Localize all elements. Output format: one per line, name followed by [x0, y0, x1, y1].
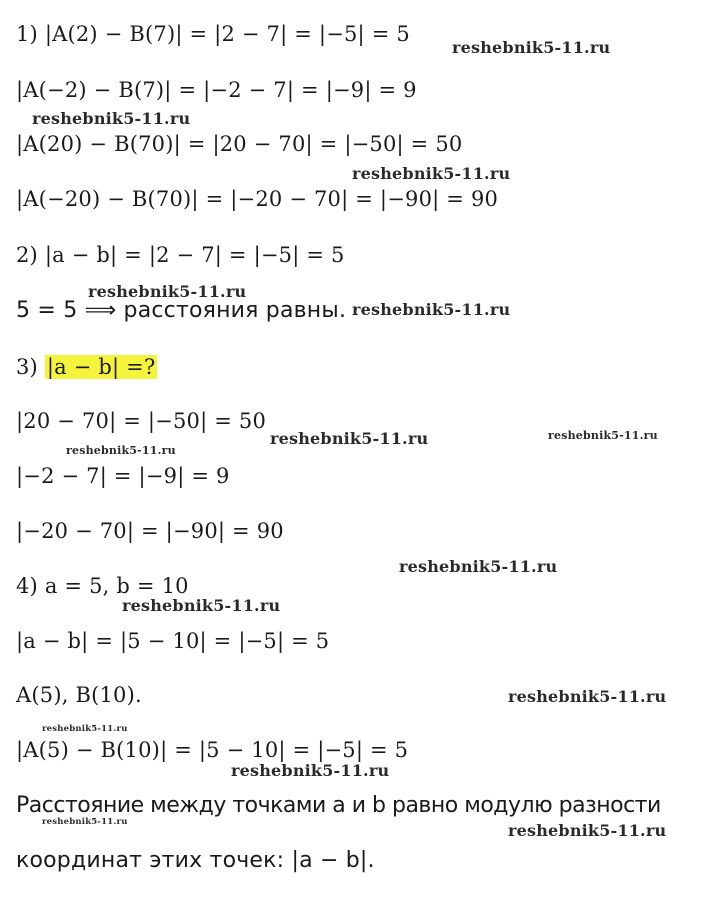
watermark: reshebnik5-11.ru	[32, 109, 191, 128]
solution-line-2: |A(−2) − B(7)| = |−2 − 7| = |−9| = 9	[16, 78, 417, 102]
solution-line-4: |A(−20) − B(70)| = |−20 − 70| = |−90| = 90	[16, 187, 499, 211]
solution-line-10: |−20 − 70| = |−90| = 90	[16, 519, 284, 543]
solution-line-16: координат этих точек: |a − b|.	[16, 848, 375, 873]
watermark: reshebnik5-11.ru	[352, 164, 511, 183]
watermark: reshebnik5-11.ru	[399, 557, 558, 576]
solution-line-14: |A(5) − B(10)| = |5 − 10| = |−5| = 5	[16, 738, 409, 762]
watermark: reshebnik5-11.ru	[508, 821, 667, 840]
watermark: reshebnik5-11.ru	[66, 444, 176, 457]
watermark: reshebnik5-11.ru	[88, 282, 247, 301]
solution-line-8: |20 − 70| = |−50| = 50	[16, 409, 267, 433]
highlighted-question: |a − b| =?	[46, 355, 156, 379]
solution-line-5: 2) |a − b| = |2 − 7| = |−5| = 5	[16, 243, 345, 267]
solution-line-7	[16, 354, 157, 380]
solution-line-15: Расстояние между точками a и b равно модулю разности	[16, 793, 661, 818]
watermark: reshebnik5-11.ru	[270, 429, 429, 448]
solution-line-6: 5 = 5 ⟹ расстояния равны.	[16, 298, 347, 323]
watermark: reshebnik5-11.ru	[548, 429, 658, 442]
watermark: reshebnik5-11.ru	[452, 38, 611, 57]
solution-line-3: |A(20) − B(70)| = |20 − 70| = |−50| = 50	[16, 132, 463, 156]
watermark: reshebnik5-11.ru	[42, 817, 128, 827]
solution-line-9: |−2 − 7| = |−9| = 9	[16, 464, 230, 488]
solution-line-1: 1) |A(2) − B(7)| = |2 − 7| = |−5| = 5	[16, 22, 410, 46]
watermark: reshebnik5-11.ru	[508, 687, 667, 706]
watermark: reshebnik5-11.ru	[42, 724, 128, 734]
watermark: reshebnik5-11.ru	[352, 300, 511, 319]
solution-line-12: |a − b| = |5 − 10| = |−5| = 5	[16, 629, 330, 653]
solution-line-11: 4) a = 5, b = 10	[16, 574, 189, 598]
item-number: 3)	[16, 355, 45, 379]
watermark: reshebnik5-11.ru	[231, 761, 390, 780]
solution-line-13: A(5), B(10).	[16, 683, 142, 707]
watermark: reshebnik5-11.ru	[122, 596, 281, 615]
